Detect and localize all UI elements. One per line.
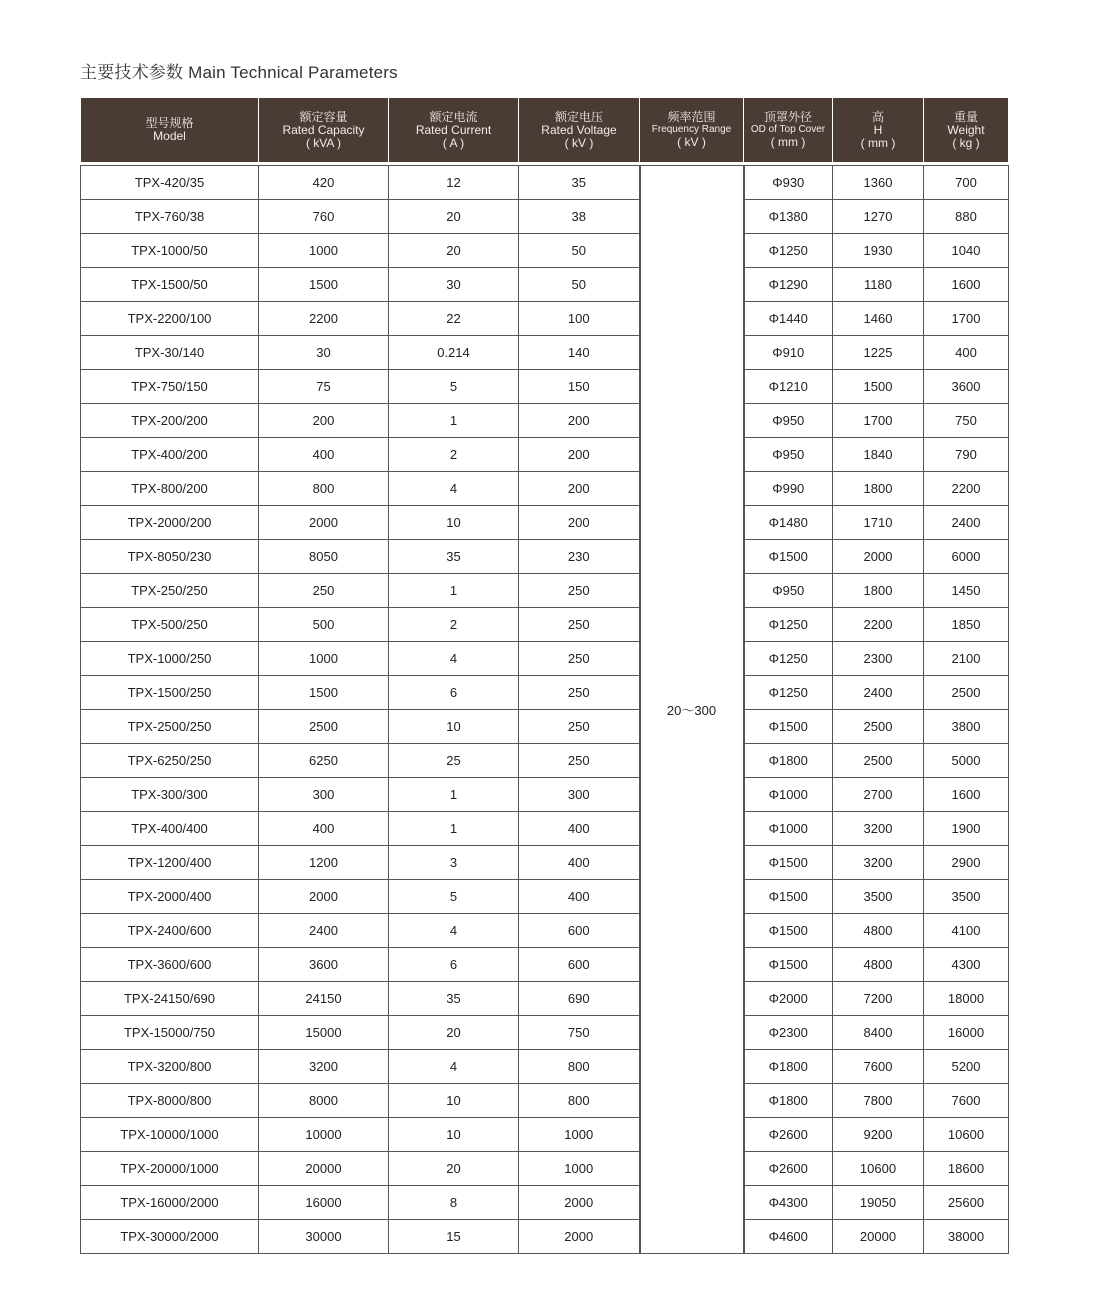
cell-voltage: 200 <box>519 404 640 438</box>
cell-height: 1500 <box>833 370 924 404</box>
cell-current: 20 <box>389 1152 519 1186</box>
cell-voltage: 400 <box>519 880 640 914</box>
cell-height: 1700 <box>833 404 924 438</box>
cell-model: TPX-1200/400 <box>81 846 259 880</box>
table-row <box>81 1220 1009 1254</box>
cell-current: 20 <box>389 1016 519 1050</box>
cell-voltage: 600 <box>519 914 640 948</box>
cell-voltage: 100 <box>519 302 640 336</box>
cell-voltage: 800 <box>519 1084 640 1118</box>
cell-od: Φ1500 <box>744 948 833 982</box>
cell-height: 19050 <box>833 1186 924 1220</box>
table-row <box>81 268 1009 302</box>
cell-model: TPX-16000/2000 <box>81 1186 259 1220</box>
cell-capacity: 2500 <box>259 710 389 744</box>
cell-model: TPX-8050/230 <box>81 540 259 574</box>
cell-height: 7200 <box>833 982 924 1016</box>
cell-model: TPX-2000/400 <box>81 880 259 914</box>
table-row <box>81 404 1009 438</box>
cell-voltage: 1000 <box>519 1118 640 1152</box>
cell-current: 5 <box>389 370 519 404</box>
cell-voltage: 250 <box>519 608 640 642</box>
cell-current: 10 <box>389 1118 519 1152</box>
cell-voltage: 150 <box>519 370 640 404</box>
cell-od: Φ1800 <box>744 1050 833 1084</box>
cell-weight: 1900 <box>924 812 1009 846</box>
cell-model: TPX-2500/250 <box>81 710 259 744</box>
cell-weight: 700 <box>924 166 1009 200</box>
cell-capacity: 2000 <box>259 880 389 914</box>
cell-height: 2300 <box>833 642 924 676</box>
table-row <box>81 336 1009 370</box>
cell-od: Φ1250 <box>744 234 833 268</box>
cell-current: 0.214 <box>389 336 519 370</box>
cell-weight: 400 <box>924 336 1009 370</box>
cell-current: 35 <box>389 540 519 574</box>
cell-capacity: 16000 <box>259 1186 389 1220</box>
cell-height: 2700 <box>833 778 924 812</box>
cell-capacity: 1200 <box>259 846 389 880</box>
table-row <box>81 506 1009 540</box>
cell-voltage: 400 <box>519 846 640 880</box>
cell-current: 1 <box>389 574 519 608</box>
cell-weight: 2900 <box>924 846 1009 880</box>
table-row <box>81 200 1009 234</box>
cell-od: Φ4300 <box>744 1186 833 1220</box>
cell-capacity: 250 <box>259 574 389 608</box>
cell-voltage: 600 <box>519 948 640 982</box>
cell-voltage: 200 <box>519 438 640 472</box>
cell-capacity: 800 <box>259 472 389 506</box>
cell-model: TPX-2400/600 <box>81 914 259 948</box>
cell-capacity: 8000 <box>259 1084 389 1118</box>
cell-weight: 1850 <box>924 608 1009 642</box>
cell-weight: 790 <box>924 438 1009 472</box>
cell-od: Φ1480 <box>744 506 833 540</box>
cell-height: 1360 <box>833 166 924 200</box>
cell-voltage: 300 <box>519 778 640 812</box>
cell-weight: 5000 <box>924 744 1009 778</box>
header-model: 型号规格 Model <box>81 98 259 163</box>
cell-weight: 1600 <box>924 778 1009 812</box>
cell-height: 1460 <box>833 302 924 336</box>
cell-weight: 25600 <box>924 1186 1009 1220</box>
cell-model: TPX-1500/50 <box>81 268 259 302</box>
cell-current: 4 <box>389 642 519 676</box>
table-body <box>81 166 1009 1254</box>
cell-model: TPX-2200/100 <box>81 302 259 336</box>
cell-capacity: 1500 <box>259 268 389 302</box>
cell-weight: 5200 <box>924 1050 1009 1084</box>
cell-current: 5 <box>389 880 519 914</box>
cell-capacity: 30000 <box>259 1220 389 1254</box>
cell-current: 35 <box>389 982 519 1016</box>
cell-od: Φ1500 <box>744 880 833 914</box>
cell-weight: 10600 <box>924 1118 1009 1152</box>
cell-model: TPX-750/150 <box>81 370 259 404</box>
cell-weight: 18000 <box>924 982 1009 1016</box>
cell-height: 2400 <box>833 676 924 710</box>
cell-voltage: 250 <box>519 574 640 608</box>
cell-height: 1840 <box>833 438 924 472</box>
cell-height: 1800 <box>833 574 924 608</box>
cell-weight: 1600 <box>924 268 1009 302</box>
cell-od: Φ1440 <box>744 302 833 336</box>
cell-height: 1930 <box>833 234 924 268</box>
cell-model: TPX-15000/750 <box>81 1016 259 1050</box>
cell-od: Φ1250 <box>744 676 833 710</box>
cell-current: 8 <box>389 1186 519 1220</box>
cell-model: TPX-30000/2000 <box>81 1220 259 1254</box>
cell-current: 1 <box>389 778 519 812</box>
cell-voltage: 400 <box>519 812 640 846</box>
cell-capacity: 75 <box>259 370 389 404</box>
cell-current: 2 <box>389 438 519 472</box>
table-row <box>81 472 1009 506</box>
cell-height: 1180 <box>833 268 924 302</box>
table-row <box>81 676 1009 710</box>
table-row <box>81 744 1009 778</box>
table-row <box>81 778 1009 812</box>
cell-current: 10 <box>389 506 519 540</box>
cell-capacity: 1000 <box>259 642 389 676</box>
cell-od: Φ1500 <box>744 914 833 948</box>
cell-od: Φ950 <box>744 438 833 472</box>
cell-height: 1225 <box>833 336 924 370</box>
cell-current: 22 <box>389 302 519 336</box>
cell-od: Φ1800 <box>744 1084 833 1118</box>
cell-height: 1800 <box>833 472 924 506</box>
cell-current: 3 <box>389 846 519 880</box>
cell-weight: 3500 <box>924 880 1009 914</box>
cell-height: 4800 <box>833 914 924 948</box>
table-row <box>81 438 1009 472</box>
cell-model: TPX-400/200 <box>81 438 259 472</box>
table-row <box>81 812 1009 846</box>
cell-od: Φ1000 <box>744 778 833 812</box>
cell-model: TPX-24150/690 <box>81 982 259 1016</box>
cell-weight: 880 <box>924 200 1009 234</box>
table-row <box>81 1152 1009 1186</box>
cell-height: 9200 <box>833 1118 924 1152</box>
cell-od: Φ1250 <box>744 608 833 642</box>
cell-capacity: 24150 <box>259 982 389 1016</box>
cell-weight: 2400 <box>924 506 1009 540</box>
table-row <box>81 234 1009 268</box>
cell-model: TPX-6250/250 <box>81 744 259 778</box>
cell-voltage: 230 <box>519 540 640 574</box>
table-row <box>81 1016 1009 1050</box>
cell-capacity: 1500 <box>259 676 389 710</box>
cell-capacity: 8050 <box>259 540 389 574</box>
table-row <box>81 1118 1009 1152</box>
cell-od: Φ1500 <box>744 540 833 574</box>
cell-capacity: 6250 <box>259 744 389 778</box>
cell-capacity: 2000 <box>259 506 389 540</box>
cell-height: 20000 <box>833 1220 924 1254</box>
cell-voltage: 800 <box>519 1050 640 1084</box>
cell-voltage: 38 <box>519 200 640 234</box>
cell-model: TPX-400/400 <box>81 812 259 846</box>
cell-current: 1 <box>389 404 519 438</box>
cell-current: 30 <box>389 268 519 302</box>
cell-current: 25 <box>389 744 519 778</box>
cell-model: TPX-800/200 <box>81 472 259 506</box>
cell-od: Φ950 <box>744 404 833 438</box>
cell-model: TPX-760/38 <box>81 200 259 234</box>
cell-current: 12 <box>389 166 519 200</box>
cell-capacity: 15000 <box>259 1016 389 1050</box>
cell-od: Φ2300 <box>744 1016 833 1050</box>
table-row <box>81 1050 1009 1084</box>
cell-voltage: 250 <box>519 676 640 710</box>
table-row <box>81 370 1009 404</box>
cell-od: Φ1500 <box>744 710 833 744</box>
cell-voltage: 50 <box>519 234 640 268</box>
cell-voltage: 200 <box>519 472 640 506</box>
cell-model: TPX-1500/250 <box>81 676 259 710</box>
cell-capacity: 200 <box>259 404 389 438</box>
cell-capacity: 10000 <box>259 1118 389 1152</box>
cell-height: 8400 <box>833 1016 924 1050</box>
table-row <box>81 574 1009 608</box>
cell-current: 4 <box>389 472 519 506</box>
cell-capacity: 760 <box>259 200 389 234</box>
cell-model: TPX-1000/50 <box>81 234 259 268</box>
table-row <box>81 166 1009 200</box>
cell-model: TPX-30/140 <box>81 336 259 370</box>
cell-voltage: 1000 <box>519 1152 640 1186</box>
cell-model: TPX-300/300 <box>81 778 259 812</box>
cell-od: Φ1250 <box>744 642 833 676</box>
cell-current: 20 <box>389 234 519 268</box>
cell-model: TPX-3200/800 <box>81 1050 259 1084</box>
cell-voltage: 250 <box>519 642 640 676</box>
table-row <box>81 982 1009 1016</box>
cell-voltage: 50 <box>519 268 640 302</box>
cell-model: TPX-10000/1000 <box>81 1118 259 1152</box>
cell-capacity: 420 <box>259 166 389 200</box>
table-row <box>81 914 1009 948</box>
cell-capacity: 300 <box>259 778 389 812</box>
cell-height: 10600 <box>833 1152 924 1186</box>
cell-weight: 6000 <box>924 540 1009 574</box>
header-rated-current: 额定电流 Rated Current ( A ) <box>389 98 519 163</box>
table-row <box>81 1186 1009 1220</box>
cell-weight: 3600 <box>924 370 1009 404</box>
cell-current: 4 <box>389 1050 519 1084</box>
cell-current: 4 <box>389 914 519 948</box>
cell-current: 20 <box>389 200 519 234</box>
cell-capacity: 2200 <box>259 302 389 336</box>
table-row <box>81 642 1009 676</box>
cell-capacity: 400 <box>259 812 389 846</box>
table-row <box>81 710 1009 744</box>
cell-height: 2000 <box>833 540 924 574</box>
cell-height: 3200 <box>833 846 924 880</box>
cell-weight: 16000 <box>924 1016 1009 1050</box>
cell-height: 4800 <box>833 948 924 982</box>
cell-od: Φ4600 <box>744 1220 833 1254</box>
cell-weight: 1700 <box>924 302 1009 336</box>
cell-height: 3200 <box>833 812 924 846</box>
cell-weight: 7600 <box>924 1084 1009 1118</box>
cell-height: 7800 <box>833 1084 924 1118</box>
cell-model: TPX-2000/200 <box>81 506 259 540</box>
cell-voltage: 35 <box>519 166 640 200</box>
technical-parameters-table <box>80 97 1009 1254</box>
cell-voltage: 2000 <box>519 1186 640 1220</box>
cell-model: TPX-8000/800 <box>81 1084 259 1118</box>
cell-model: TPX-20000/1000 <box>81 1152 259 1186</box>
page-title: 主要技术参数 Main Technical Parameters <box>80 63 398 82</box>
cell-voltage: 250 <box>519 744 640 778</box>
header-weight: 重量 Weight ( kg ) <box>924 98 1009 163</box>
cell-weight: 2100 <box>924 642 1009 676</box>
table-row <box>81 948 1009 982</box>
cell-height: 1270 <box>833 200 924 234</box>
cell-current: 6 <box>389 676 519 710</box>
cell-od: Φ1000 <box>744 812 833 846</box>
cell-weight: 4300 <box>924 948 1009 982</box>
frequency-range-cell: 20～300 <box>640 166 744 1254</box>
cell-voltage: 2000 <box>519 1220 640 1254</box>
cell-model: TPX-3600/600 <box>81 948 259 982</box>
cell-od: Φ2600 <box>744 1152 833 1186</box>
cell-current: 2 <box>389 608 519 642</box>
cell-weight: 1450 <box>924 574 1009 608</box>
cell-weight: 3800 <box>924 710 1009 744</box>
cell-od: Φ930 <box>744 166 833 200</box>
header-top-cover-od: 顶罩外径 OD of Top Cover ( mm ) <box>744 98 833 163</box>
cell-capacity: 30 <box>259 336 389 370</box>
cell-weight: 4100 <box>924 914 1009 948</box>
cell-voltage: 140 <box>519 336 640 370</box>
cell-model: TPX-420/35 <box>81 166 259 200</box>
header-rated-capacity: 额定容量 Rated Capacity ( kVA ) <box>259 98 389 163</box>
cell-current: 6 <box>389 948 519 982</box>
cell-weight: 1040 <box>924 234 1009 268</box>
cell-od: Φ990 <box>744 472 833 506</box>
cell-capacity: 400 <box>259 438 389 472</box>
cell-capacity: 500 <box>259 608 389 642</box>
cell-weight: 2200 <box>924 472 1009 506</box>
cell-model: TPX-200/200 <box>81 404 259 438</box>
cell-od: Φ2600 <box>744 1118 833 1152</box>
cell-current: 10 <box>389 1084 519 1118</box>
table-row <box>81 880 1009 914</box>
cell-model: TPX-1000/250 <box>81 642 259 676</box>
cell-od: Φ950 <box>744 574 833 608</box>
cell-voltage: 750 <box>519 1016 640 1050</box>
cell-voltage: 690 <box>519 982 640 1016</box>
cell-model: TPX-500/250 <box>81 608 259 642</box>
table-row <box>81 608 1009 642</box>
cell-height: 2500 <box>833 744 924 778</box>
header-rated-voltage: 额定电压 Rated Voltage ( kV ) <box>519 98 640 163</box>
cell-model: TPX-250/250 <box>81 574 259 608</box>
cell-weight: 38000 <box>924 1220 1009 1254</box>
cell-height: 2500 <box>833 710 924 744</box>
cell-od: Φ1500 <box>744 846 833 880</box>
cell-voltage: 250 <box>519 710 640 744</box>
table-row <box>81 540 1009 574</box>
cell-od: Φ1380 <box>744 200 833 234</box>
header-frequency-range: 频率范围 Frequency Range ( kV ) <box>640 98 744 163</box>
cell-capacity: 3200 <box>259 1050 389 1084</box>
header-height: 高 H ( mm ) <box>833 98 924 163</box>
cell-capacity: 3600 <box>259 948 389 982</box>
cell-capacity: 20000 <box>259 1152 389 1186</box>
cell-height: 2200 <box>833 608 924 642</box>
cell-height: 3500 <box>833 880 924 914</box>
table-row <box>81 846 1009 880</box>
table-header-row <box>81 98 1009 163</box>
cell-voltage: 200 <box>519 506 640 540</box>
cell-weight: 2500 <box>924 676 1009 710</box>
table-row <box>81 302 1009 336</box>
cell-height: 7600 <box>833 1050 924 1084</box>
cell-height: 1710 <box>833 506 924 540</box>
cell-od: Φ910 <box>744 336 833 370</box>
cell-od: Φ1210 <box>744 370 833 404</box>
cell-current: 1 <box>389 812 519 846</box>
cell-weight: 750 <box>924 404 1009 438</box>
table-row <box>81 1084 1009 1118</box>
cell-od: Φ1800 <box>744 744 833 778</box>
cell-current: 10 <box>389 710 519 744</box>
cell-od: Φ2000 <box>744 982 833 1016</box>
cell-current: 15 <box>389 1220 519 1254</box>
cell-capacity: 1000 <box>259 234 389 268</box>
cell-od: Φ1290 <box>744 268 833 302</box>
cell-capacity: 2400 <box>259 914 389 948</box>
cell-weight: 18600 <box>924 1152 1009 1186</box>
